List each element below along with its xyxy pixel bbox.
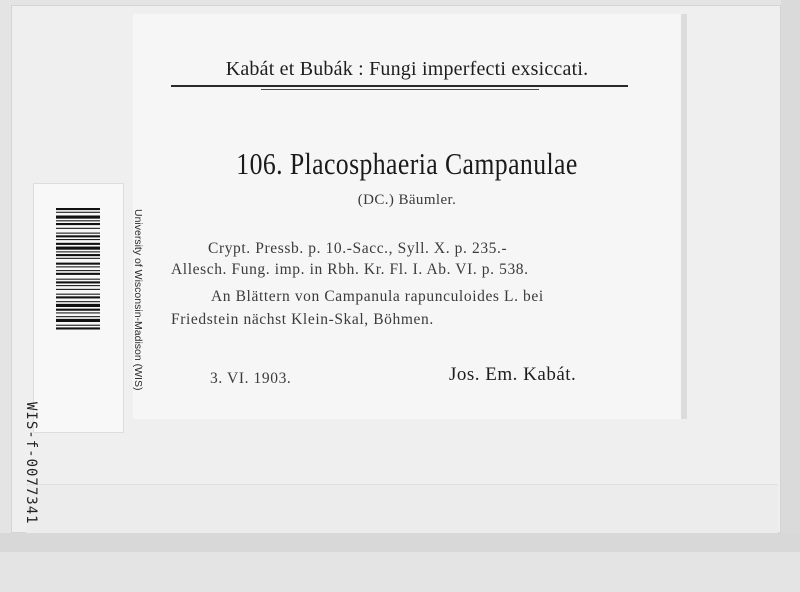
institution-name: University of Wisconsin-Madison (WIS) (132, 209, 144, 391)
collection-date: 3. VI. 1903. (210, 370, 292, 387)
sheet-edge (781, 0, 800, 552)
folder-flap (26, 484, 778, 533)
series-header: Kabát et Bubák : Fungi imperfecti exsiccati. (225, 58, 589, 80)
reference-line: Crypt. Pressb. p. 10.-Sacc., Syll. X. p. 235.- (208, 240, 508, 257)
species-author: (DC.) Bäumler. (357, 192, 457, 208)
barcode-number: WIS-f-0077341 (23, 402, 39, 525)
locality-line: An Blättern von Campanula rapunculoides L. bei (211, 288, 544, 305)
locality-line: Friedstein nächst Klein-Skal, Böhmen. (171, 311, 434, 328)
bottom-edge (0, 533, 800, 552)
species-title: 106. Placosphaeria Campanulae (236, 146, 578, 181)
specimen-label (133, 14, 687, 419)
barcode-icon (56, 208, 100, 406)
barcode-card (23, 183, 144, 525)
header-rule (171, 85, 628, 87)
collector-name: Jos. Em. Kabát. (449, 364, 577, 385)
reference-line: Allesch. Fung. imp. in Rbh. Kr. Fl. I. Ab. VI. p. 538. (171, 261, 529, 278)
header-rule-short (261, 89, 539, 90)
